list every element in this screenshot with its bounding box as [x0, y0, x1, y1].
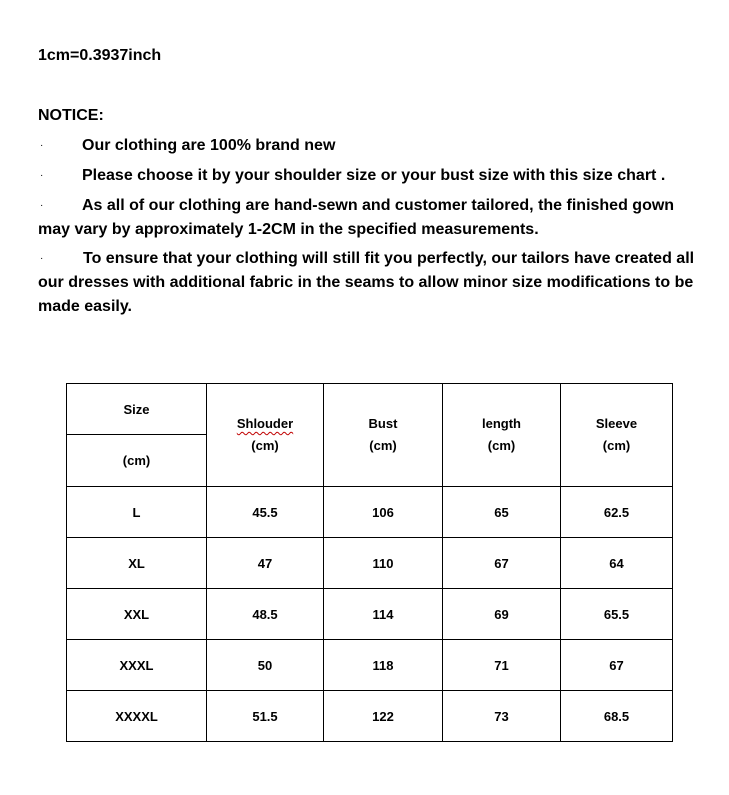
unit-conversion: 1cm=0.3937inch [38, 47, 162, 64]
header-shoulder-label: Shlouder [236, 416, 294, 431]
cell-size: XXXXL [67, 691, 207, 742]
cell-sleeve: 68.5 [561, 691, 673, 742]
cell-size: XL [67, 538, 207, 589]
notice-item-2: Please choose it by your shoulder size or your bust size with this size chart . [82, 167, 666, 184]
header-sleeve [561, 384, 673, 487]
cell-shoulder: 47 [207, 538, 324, 589]
header-sleeve-unit: (cm) [602, 438, 631, 453]
notice-heading: NOTICE: [38, 107, 104, 124]
header-bust [324, 384, 443, 487]
notice-item-1: Our clothing are 100% brand new [82, 137, 336, 154]
header-size-unit: (cm) [67, 435, 207, 487]
notice-item-3: As all of our clothing are hand-sewn and customer tailored, the finished gown may vary by approximately 1-2CM in the specified measurements. [38, 197, 675, 238]
table-row [67, 640, 673, 691]
cell-length: 73 [443, 691, 561, 742]
header-shoulder-unit: (cm) [251, 438, 279, 453]
cell-size: L [67, 487, 207, 538]
header-bust-label: Bust [368, 416, 398, 431]
cell-sleeve: 62.5 [561, 487, 673, 538]
header-shoulder [207, 384, 324, 487]
header-length-unit: (cm) [487, 438, 516, 453]
cell-size: XXXL [67, 640, 207, 691]
cell-sleeve: 67 [561, 640, 673, 691]
header-length-label: length [482, 416, 521, 431]
table-row [67, 589, 673, 640]
cell-length: 65 [443, 487, 561, 538]
header-sleeve-label: Sleeve [595, 416, 638, 431]
bullet-4: · [40, 253, 44, 264]
cell-sleeve: 64 [561, 538, 673, 589]
cell-length: 67 [443, 538, 561, 589]
cell-bust: 114 [324, 589, 443, 640]
cell-bust: 122 [324, 691, 443, 742]
table-row [67, 691, 673, 742]
table-header-row [67, 384, 673, 435]
cell-shoulder: 50 [207, 640, 324, 691]
size-chart-table [66, 383, 673, 742]
cell-size: XXL [67, 589, 207, 640]
cell-shoulder: 45.5 [207, 487, 324, 538]
cell-length: 69 [443, 589, 561, 640]
table-row [67, 487, 673, 538]
table-row [67, 538, 673, 589]
cell-shoulder: 51.5 [207, 691, 324, 742]
cell-sleeve: 65.5 [561, 589, 673, 640]
bullet-3: · [40, 200, 44, 211]
header-size: Size [67, 384, 207, 435]
cell-shoulder: 48.5 [207, 589, 324, 640]
bullet-1: · [40, 140, 44, 151]
header-bust-unit: (cm) [369, 438, 397, 453]
cell-length: 71 [443, 640, 561, 691]
header-length [443, 384, 561, 487]
cell-bust: 106 [324, 487, 443, 538]
bullet-2: · [40, 170, 44, 181]
cell-bust: 118 [324, 640, 443, 691]
cell-bust: 110 [324, 538, 443, 589]
notice-item-4: To ensure that your clothing will still fit you perfectly, our tailors have created all our dresses with additional fabric in the seams to allow minor size modifications to be made easily. [38, 250, 695, 315]
